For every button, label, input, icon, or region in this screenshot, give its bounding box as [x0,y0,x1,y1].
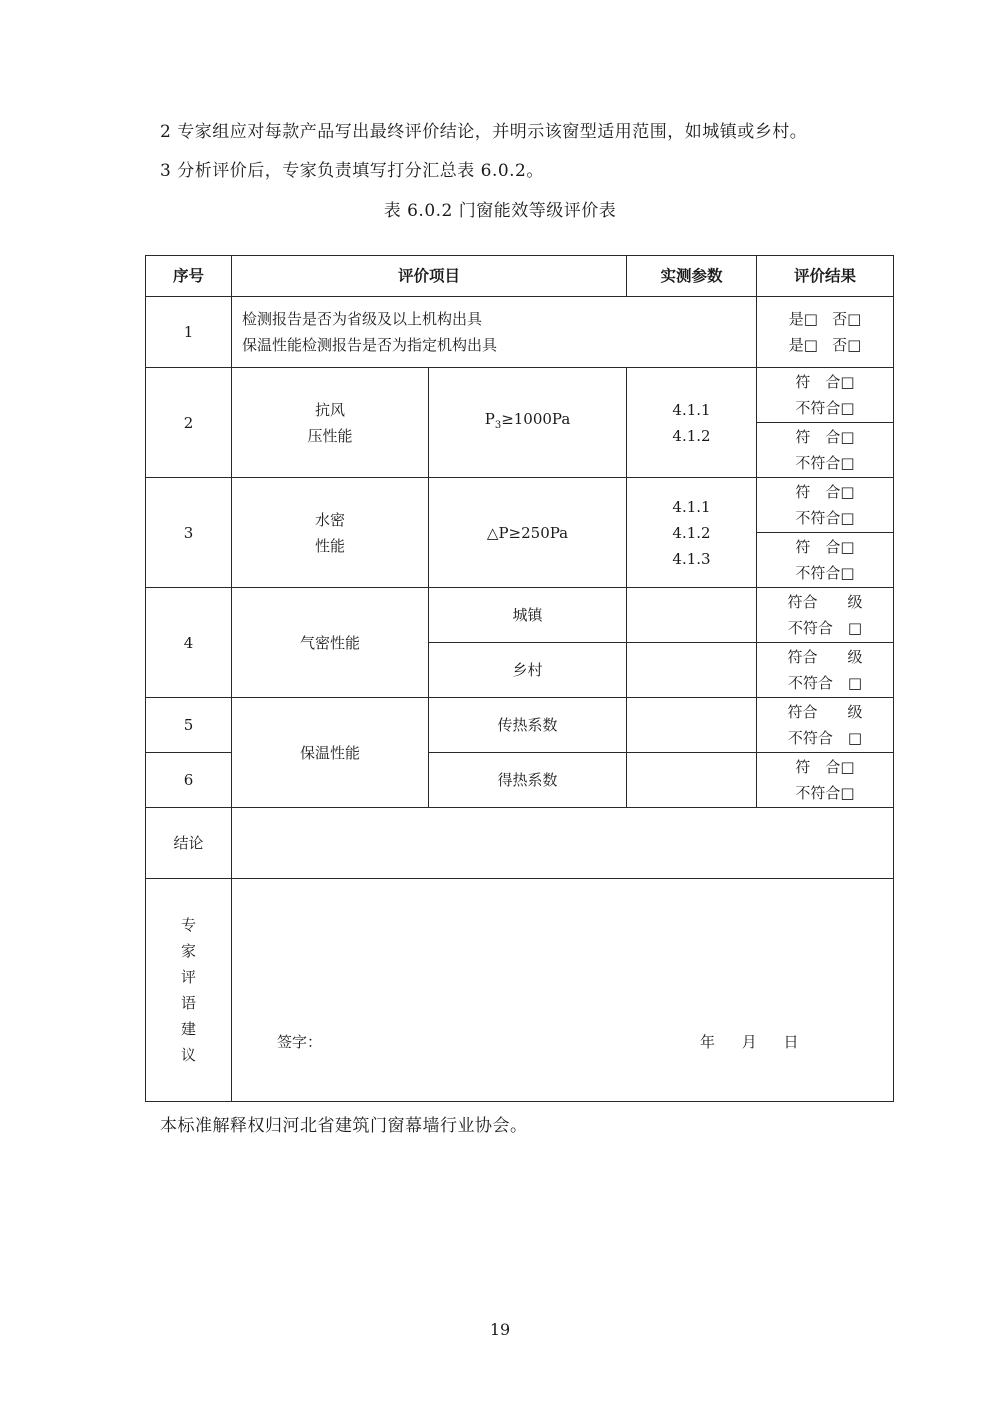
table-header-row [146,256,894,297]
table-row [146,588,894,643]
row1-items [232,297,757,368]
row6-measured [627,753,757,808]
row4-measured-b [627,643,757,698]
row3-result-a-pass: 符 合□ [795,483,855,501]
row2-req-post: ≥1000Pa [501,410,571,428]
conclusion-field [232,808,894,879]
row1-result-line1: 是□ 否□ [788,310,862,328]
table-caption: 表 6.0.2 门窗能效等级评价表 [383,201,617,221]
row2-result-a-fail: 不符合□ [795,399,855,417]
row6-sub: 得热系数 [429,753,627,808]
row2-seq: 2 [146,368,232,478]
row2-result-a-pass: 符 合□ [795,373,855,391]
row4-result-b-pass: 符合 级 [787,648,863,666]
row4-result-b-fail: 不符合 □ [787,674,863,692]
date-label: 年 月 日 [700,1033,799,1051]
row6-result-fail: 不符合□ [795,784,855,802]
expert-comments-label [146,879,232,1102]
expert-label-char: 专 [180,916,196,934]
row4-measured-a [627,588,757,643]
row1-result [757,297,894,368]
row2-item [232,368,429,478]
row2-item-line1: 抗风 [314,400,345,419]
header-measured: 实测参数 [627,256,757,297]
row4-result-a-pass: 符合 级 [787,593,863,611]
row2-meas-line2: 4.1.2 [672,426,711,445]
row3-item-line1: 水密 [314,510,345,529]
row4-result-a [757,588,894,643]
row5-result-fail: 不符合 □ [787,729,863,747]
row4-item: 气密性能 [232,588,429,698]
row3-result-a [757,478,894,533]
row5-measured [627,698,757,753]
row2-measured [627,368,757,478]
header-item: 评价项目 [232,256,627,297]
row3-measured [627,478,757,588]
row4-seq: 4 [146,588,232,698]
row3-result-b-pass: 符 合□ [795,538,855,556]
row2-result-b [757,423,894,478]
row3-meas-line3: 4.1.3 [672,549,711,568]
row2-requirement [429,368,627,478]
row1-result-line2: 是□ 否□ [788,336,862,354]
row1-seq: 1 [146,297,232,368]
table-row [146,478,894,533]
row4-sub-a: 城镇 [429,588,627,643]
conclusion-label: 结论 [146,808,232,879]
row1-item-line1: 检测报告是否为省级及以上机构出具 [242,310,483,328]
expert-label-char: 家 [180,942,196,960]
header-result: 评价结果 [757,256,894,297]
expert-comments-row [146,879,894,1102]
row6-result [757,753,894,808]
row3-result-a-fail: 不符合□ [795,509,855,527]
expert-label-char: 建 [180,1020,196,1038]
row5-result-pass: 符合 级 [787,703,863,721]
row5-result [757,698,894,753]
row3-result-b-fail: 不符合□ [795,564,855,582]
row5-sub: 传热系数 [429,698,627,753]
row2-req-pre: P [484,410,495,428]
table-row [146,368,894,423]
expert-comments-field [232,879,894,1102]
header-seq: 序号 [146,256,232,297]
row2-result-b-pass: 符 合□ [795,428,855,446]
row1-item-line2: 保温性能检测报告是否为指定机构出具 [242,336,498,354]
row2-result-a [757,368,894,423]
row6-result-pass: 符 合□ [795,758,855,776]
row2-result-b-fail: 不符合□ [795,454,855,472]
row4-result-b [757,643,894,698]
row2-meas-line1: 4.1.1 [672,400,711,419]
row3-meas-line2: 4.1.2 [672,523,711,542]
row3-meas-line1: 4.1.1 [672,497,711,516]
page-number: 19 [489,1320,511,1339]
row2-req-sub: 3 [494,420,502,431]
footnote: 本标准解释权归河北省建筑门窗幕墙行业协会。 [160,1116,528,1136]
expert-label-char: 语 [180,994,196,1012]
row3-item [232,478,429,588]
row3-item-line2: 性能 [314,536,345,555]
expert-label-char: 议 [180,1046,196,1064]
expert-label-char: 评 [180,968,196,986]
evaluation-table [145,255,894,1102]
row5-seq: 5 [146,698,232,753]
row3-result-b [757,533,894,588]
conclusion-row [146,808,894,879]
row2-item-line2: 压性能 [307,426,353,445]
row3-requirement: △P≥250Pa [429,478,627,588]
row4-sub-b: 乡村 [429,643,627,698]
table-row [146,698,894,753]
table-row [146,297,894,368]
row6-seq: 6 [146,753,232,808]
paragraph-procedure-3: 3 分析评价后，专家负责填写打分汇总表 6.0.2。 [160,161,544,181]
row5-item: 保温性能 [232,698,429,808]
signature-label: 签字： [277,1033,323,1051]
paragraph-procedure-2: 2 专家组应对每款产品写出最终评价结论，并明示该窗型适用范围，如城镇或乡村。 [160,122,808,142]
row3-seq: 3 [146,478,232,588]
row4-result-a-fail: 不符合 □ [787,619,863,637]
